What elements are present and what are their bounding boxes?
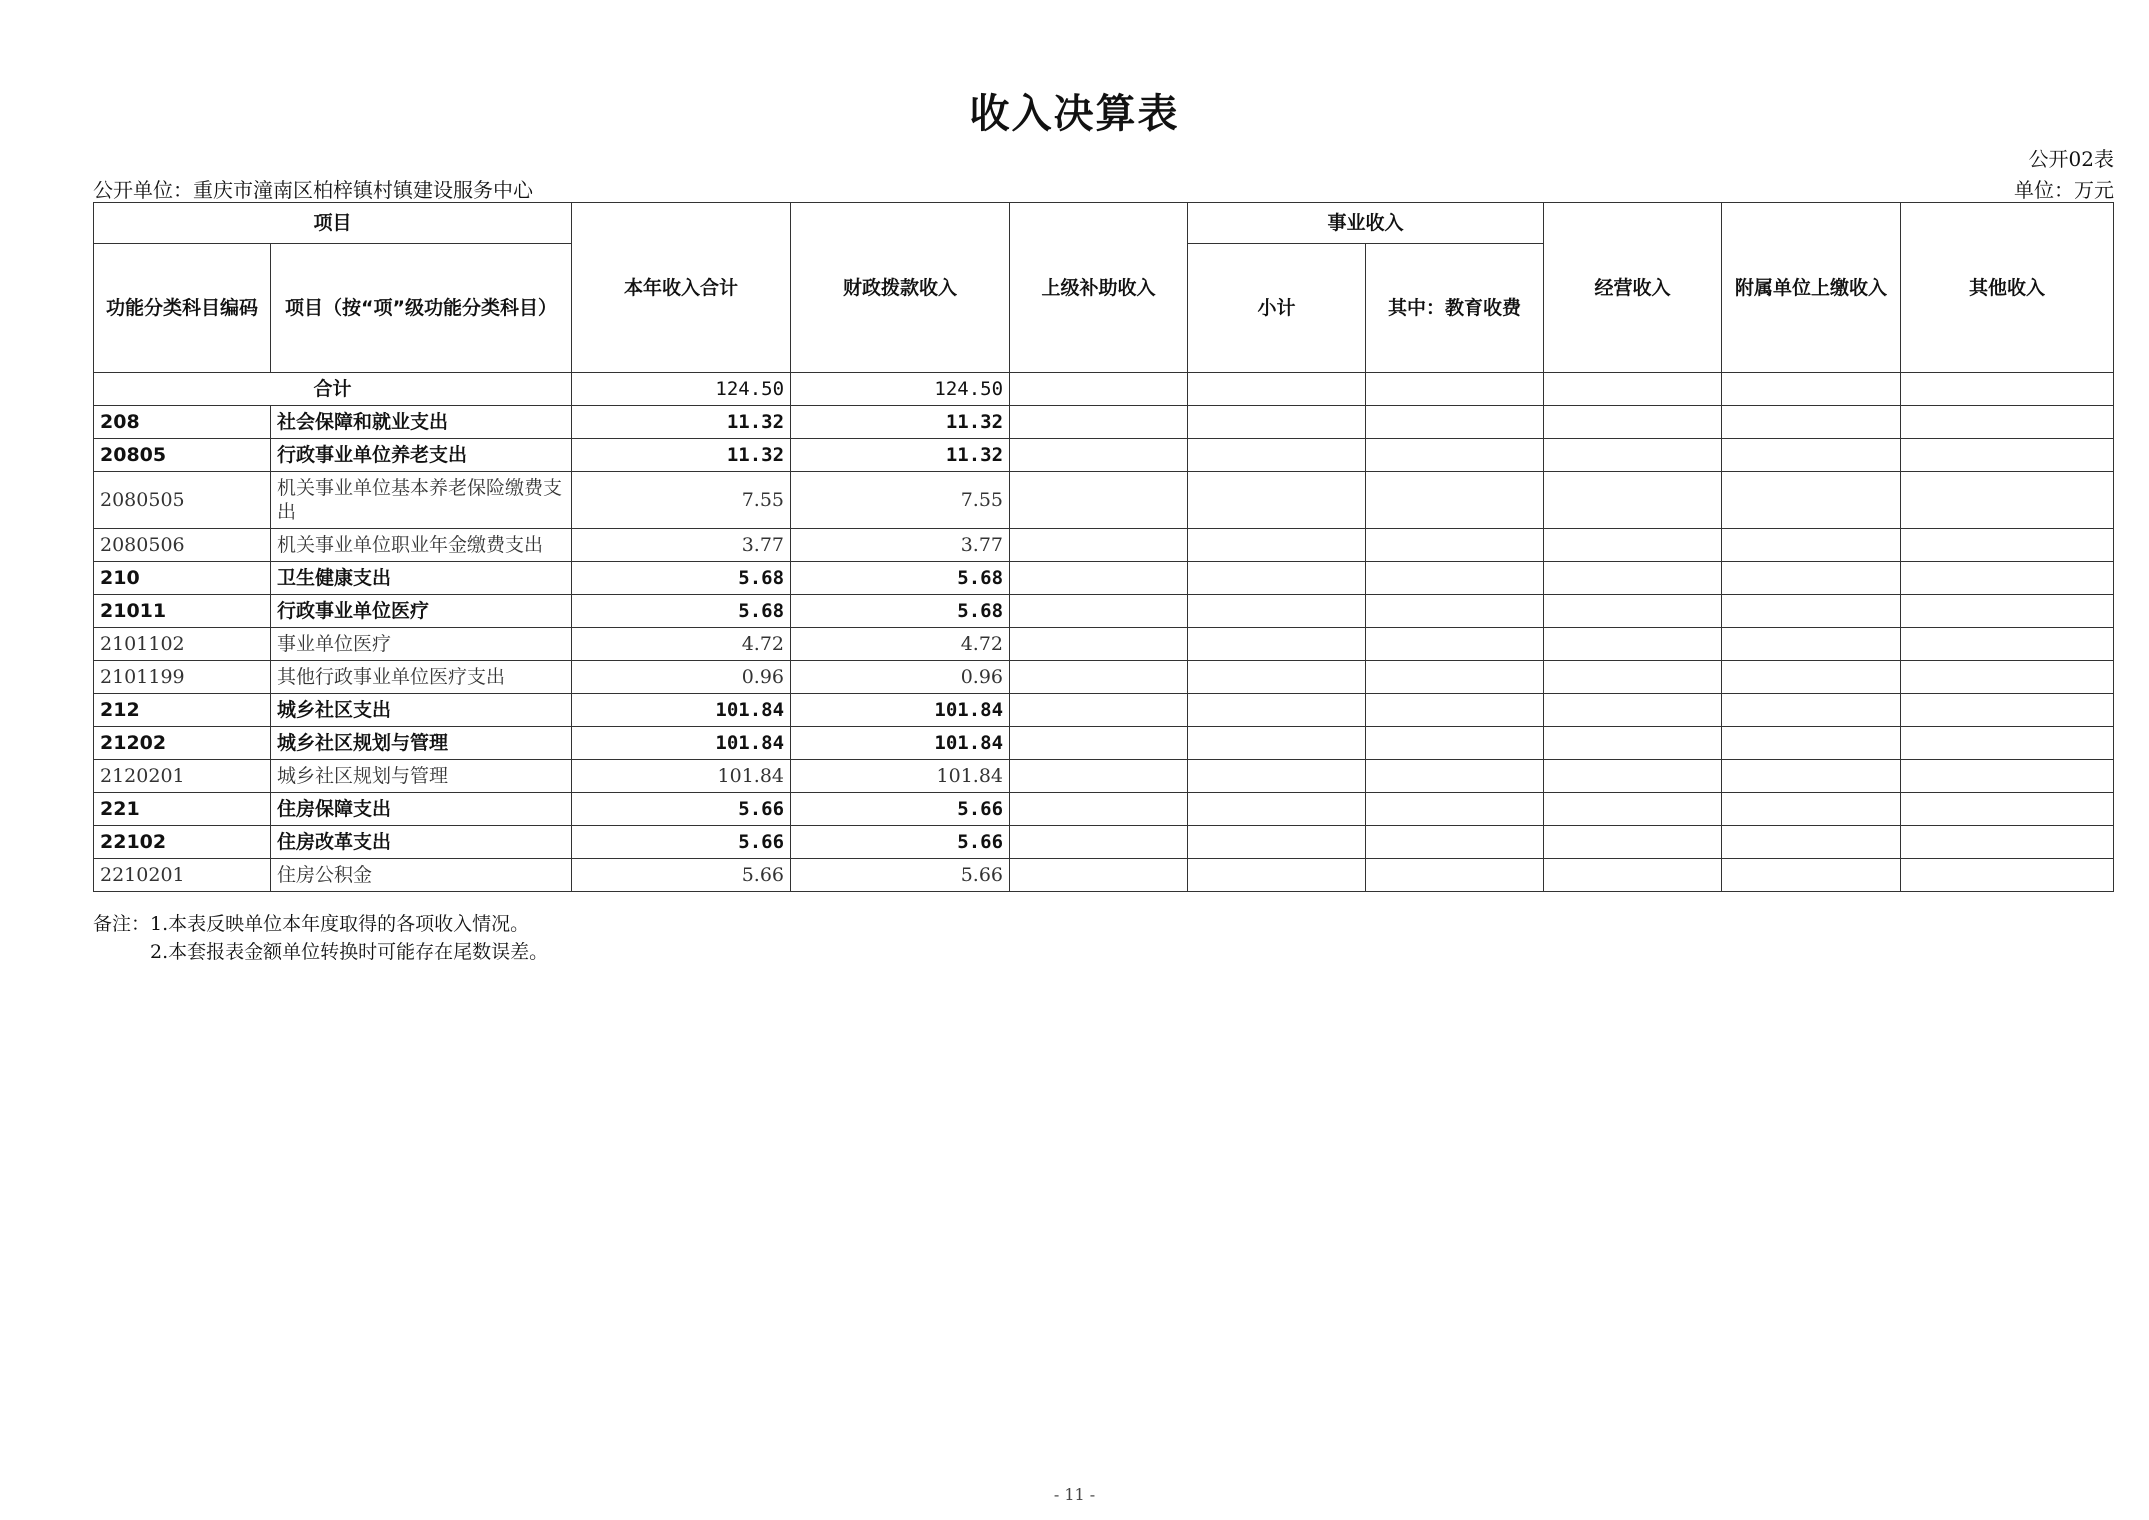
row-total: 101.84 bbox=[572, 760, 791, 793]
empty-cell bbox=[1188, 727, 1366, 760]
row-total: 4.72 bbox=[572, 628, 791, 661]
note-2: 2.本套报表金额单位转换时可能存在尾数误差。 bbox=[150, 941, 549, 963]
empty-cell bbox=[1901, 661, 2114, 694]
empty-cell bbox=[1366, 661, 1544, 694]
empty-cell bbox=[1188, 529, 1366, 562]
empty-cell bbox=[1901, 727, 2114, 760]
empty-cell bbox=[1722, 472, 1901, 529]
empty-cell bbox=[1188, 472, 1366, 529]
row-fiscal: 101.84 bbox=[791, 727, 1010, 760]
empty-cell bbox=[1010, 826, 1188, 859]
row-fiscal: 101.84 bbox=[791, 694, 1010, 727]
empty-cell bbox=[1901, 694, 2114, 727]
page-title: 收入决算表 bbox=[969, 91, 1180, 137]
row-total: 101.84 bbox=[572, 727, 791, 760]
row-total: 3.77 bbox=[572, 529, 791, 562]
form-number: 公开02表 bbox=[2028, 147, 2114, 171]
row-total: 5.66 bbox=[572, 793, 791, 826]
empty-cell bbox=[1901, 628, 2114, 661]
row-fiscal: 5.68 bbox=[791, 562, 1010, 595]
empty-cell bbox=[1188, 859, 1366, 892]
row-code: 20805 bbox=[94, 439, 271, 472]
header-total: 本年收入合计 bbox=[572, 203, 791, 373]
header-education: 其中：教育收费 bbox=[1366, 244, 1544, 373]
empty-cell bbox=[1366, 529, 1544, 562]
total-label: 合计 bbox=[94, 373, 572, 406]
empty-cell bbox=[1010, 727, 1188, 760]
empty-cell bbox=[1544, 628, 1722, 661]
empty-cell bbox=[1722, 727, 1901, 760]
empty-cell bbox=[1188, 439, 1366, 472]
empty-cell bbox=[1366, 859, 1544, 892]
row-name: 住房公积金 bbox=[271, 859, 572, 892]
income-table bbox=[93, 202, 2114, 892]
row-fiscal: 5.66 bbox=[791, 859, 1010, 892]
table-row bbox=[94, 439, 2114, 472]
empty-cell bbox=[1901, 859, 2114, 892]
total-fiscal: 124.50 bbox=[791, 373, 1010, 406]
row-name: 城乡社区规划与管理 bbox=[271, 727, 572, 760]
empty-cell bbox=[1366, 826, 1544, 859]
table-row bbox=[94, 859, 2114, 892]
empty-cell bbox=[1366, 694, 1544, 727]
row-fiscal: 5.66 bbox=[791, 826, 1010, 859]
header-operating: 经营收入 bbox=[1544, 203, 1722, 373]
table-row bbox=[94, 406, 2114, 439]
empty-cell bbox=[1366, 595, 1544, 628]
empty-cell bbox=[1544, 760, 1722, 793]
row-name: 卫生健康支出 bbox=[271, 562, 572, 595]
header-name: 项目（按“项”级功能分类科目） bbox=[271, 244, 572, 373]
row-name: 机关事业单位职业年金缴费支出 bbox=[271, 529, 572, 562]
empty-cell bbox=[1722, 439, 1901, 472]
table-row bbox=[94, 694, 2114, 727]
row-total: 11.32 bbox=[572, 406, 791, 439]
empty-cell bbox=[1366, 562, 1544, 595]
header-item: 项目 bbox=[94, 203, 572, 244]
row-fiscal: 11.32 bbox=[791, 406, 1010, 439]
empty-cell bbox=[1188, 793, 1366, 826]
header-subtotal: 小计 bbox=[1188, 244, 1366, 373]
table-row bbox=[94, 529, 2114, 562]
empty-cell bbox=[1544, 826, 1722, 859]
row-name: 其他行政事业单位医疗支出 bbox=[271, 661, 572, 694]
empty-cell bbox=[1544, 529, 1722, 562]
row-name: 行政事业单位养老支出 bbox=[271, 439, 572, 472]
row-name: 城乡社区规划与管理 bbox=[271, 760, 572, 793]
header-fiscal: 财政拨款收入 bbox=[791, 203, 1010, 373]
table-row bbox=[94, 826, 2114, 859]
empty-cell bbox=[1722, 628, 1901, 661]
reporting-unit: 公开单位：重庆市潼南区柏梓镇村镇建设服务中心 bbox=[93, 178, 533, 202]
row-code: 221 bbox=[94, 793, 271, 826]
empty-cell bbox=[1722, 529, 1901, 562]
empty-cell bbox=[1544, 562, 1722, 595]
header-other: 其他收入 bbox=[1901, 203, 2114, 373]
row-name: 机关事业单位基本养老保险缴费支出 bbox=[271, 472, 572, 529]
row-total: 7.55 bbox=[572, 472, 791, 529]
empty-cell bbox=[1722, 661, 1901, 694]
empty-cell bbox=[1010, 439, 1188, 472]
row-total: 0.96 bbox=[572, 661, 791, 694]
empty-cell bbox=[1544, 727, 1722, 760]
empty-cell bbox=[1544, 694, 1722, 727]
table-row bbox=[94, 595, 2114, 628]
empty-cell bbox=[1010, 859, 1188, 892]
empty-cell bbox=[1010, 661, 1188, 694]
empty-cell bbox=[1544, 859, 1722, 892]
table-row bbox=[94, 661, 2114, 694]
row-code: 212 bbox=[94, 694, 271, 727]
total-amount: 124.50 bbox=[572, 373, 791, 406]
empty-cell bbox=[1901, 439, 2114, 472]
empty-cell bbox=[1366, 472, 1544, 529]
row-code: 21011 bbox=[94, 595, 271, 628]
currency-unit: 单位：万元 bbox=[2014, 178, 2114, 202]
table-row bbox=[94, 760, 2114, 793]
empty-cell bbox=[1188, 628, 1366, 661]
row-fiscal: 0.96 bbox=[791, 661, 1010, 694]
empty-cell bbox=[1722, 760, 1901, 793]
empty-cell bbox=[1010, 628, 1188, 661]
empty-cell bbox=[1366, 406, 1544, 439]
row-fiscal: 3.77 bbox=[791, 529, 1010, 562]
row-total: 5.66 bbox=[572, 826, 791, 859]
row-fiscal: 4.72 bbox=[791, 628, 1010, 661]
empty-cell bbox=[1722, 826, 1901, 859]
empty-cell bbox=[1188, 406, 1366, 439]
empty-cell bbox=[1901, 562, 2114, 595]
row-code: 21202 bbox=[94, 727, 271, 760]
empty-cell bbox=[1901, 793, 2114, 826]
row-fiscal: 5.68 bbox=[791, 595, 1010, 628]
empty-cell bbox=[1188, 661, 1366, 694]
row-fiscal: 7.55 bbox=[791, 472, 1010, 529]
row-code: 208 bbox=[94, 406, 271, 439]
empty-cell bbox=[1901, 595, 2114, 628]
row-name: 行政事业单位医疗 bbox=[271, 595, 572, 628]
row-name: 住房改革支出 bbox=[271, 826, 572, 859]
empty-cell bbox=[1722, 859, 1901, 892]
empty-cell bbox=[1366, 727, 1544, 760]
empty-cell bbox=[1544, 406, 1722, 439]
empty-cell bbox=[1010, 562, 1188, 595]
table-row bbox=[94, 727, 2114, 760]
empty-cell bbox=[1544, 595, 1722, 628]
empty-cell bbox=[1722, 406, 1901, 439]
table-row bbox=[94, 793, 2114, 826]
empty-cell bbox=[1544, 439, 1722, 472]
empty-cell bbox=[1366, 760, 1544, 793]
row-total: 5.66 bbox=[572, 859, 791, 892]
row-name: 事业单位医疗 bbox=[271, 628, 572, 661]
row-code: 2101102 bbox=[94, 628, 271, 661]
row-fiscal: 11.32 bbox=[791, 439, 1010, 472]
empty-cell bbox=[1188, 562, 1366, 595]
row-total: 5.68 bbox=[572, 562, 791, 595]
row-code: 2080506 bbox=[94, 529, 271, 562]
header-superior: 上级补助收入 bbox=[1010, 203, 1188, 373]
empty-cell bbox=[1010, 529, 1188, 562]
empty-cell bbox=[1010, 793, 1188, 826]
row-total: 5.68 bbox=[572, 595, 791, 628]
empty-cell bbox=[1010, 760, 1188, 793]
row-name: 城乡社区支出 bbox=[271, 694, 572, 727]
empty-cell bbox=[1010, 472, 1188, 529]
empty-cell bbox=[1188, 826, 1366, 859]
row-name: 住房保障支出 bbox=[271, 793, 572, 826]
empty-cell bbox=[1188, 760, 1366, 793]
row-code: 2120201 bbox=[94, 760, 271, 793]
row-total: 11.32 bbox=[572, 439, 791, 472]
table-row bbox=[94, 472, 2114, 529]
note-1: 备注：1.本表反映单位本年度取得的各项收入情况。 bbox=[93, 913, 530, 935]
empty-cell bbox=[1366, 439, 1544, 472]
row-code: 2080505 bbox=[94, 472, 271, 529]
empty-cell bbox=[1366, 628, 1544, 661]
empty-cell bbox=[1544, 472, 1722, 529]
empty-cell bbox=[1188, 694, 1366, 727]
header-business: 事业收入 bbox=[1188, 203, 1544, 244]
notes bbox=[93, 910, 548, 966]
empty-cell bbox=[1010, 595, 1188, 628]
row-total: 101.84 bbox=[572, 694, 791, 727]
empty-cell bbox=[1722, 793, 1901, 826]
header-affiliated: 附属单位上缴收入 bbox=[1722, 203, 1901, 373]
table-row bbox=[94, 562, 2114, 595]
empty-cell bbox=[1722, 595, 1901, 628]
empty-cell bbox=[1544, 793, 1722, 826]
empty-cell bbox=[1901, 529, 2114, 562]
header-code: 功能分类科目编码 bbox=[94, 244, 271, 373]
row-code: 2101199 bbox=[94, 661, 271, 694]
empty-cell bbox=[1544, 661, 1722, 694]
empty-cell bbox=[1901, 406, 2114, 439]
empty-cell bbox=[1366, 793, 1544, 826]
empty-cell bbox=[1722, 562, 1901, 595]
row-fiscal: 5.66 bbox=[791, 793, 1010, 826]
empty-cell bbox=[1010, 694, 1188, 727]
row-name: 社会保障和就业支出 bbox=[271, 406, 572, 439]
empty-cell bbox=[1722, 694, 1901, 727]
row-code: 210 bbox=[94, 562, 271, 595]
empty-cell bbox=[1901, 760, 2114, 793]
empty-cell bbox=[1188, 595, 1366, 628]
empty-cell bbox=[1901, 826, 2114, 859]
row-fiscal: 101.84 bbox=[791, 760, 1010, 793]
table-row bbox=[94, 628, 2114, 661]
empty-cell bbox=[1010, 406, 1188, 439]
row-code: 2210201 bbox=[94, 859, 271, 892]
total-row bbox=[94, 373, 2114, 406]
page-number: - 11 - bbox=[1053, 1485, 1096, 1504]
empty-cell bbox=[1901, 472, 2114, 529]
row-code: 22102 bbox=[94, 826, 271, 859]
